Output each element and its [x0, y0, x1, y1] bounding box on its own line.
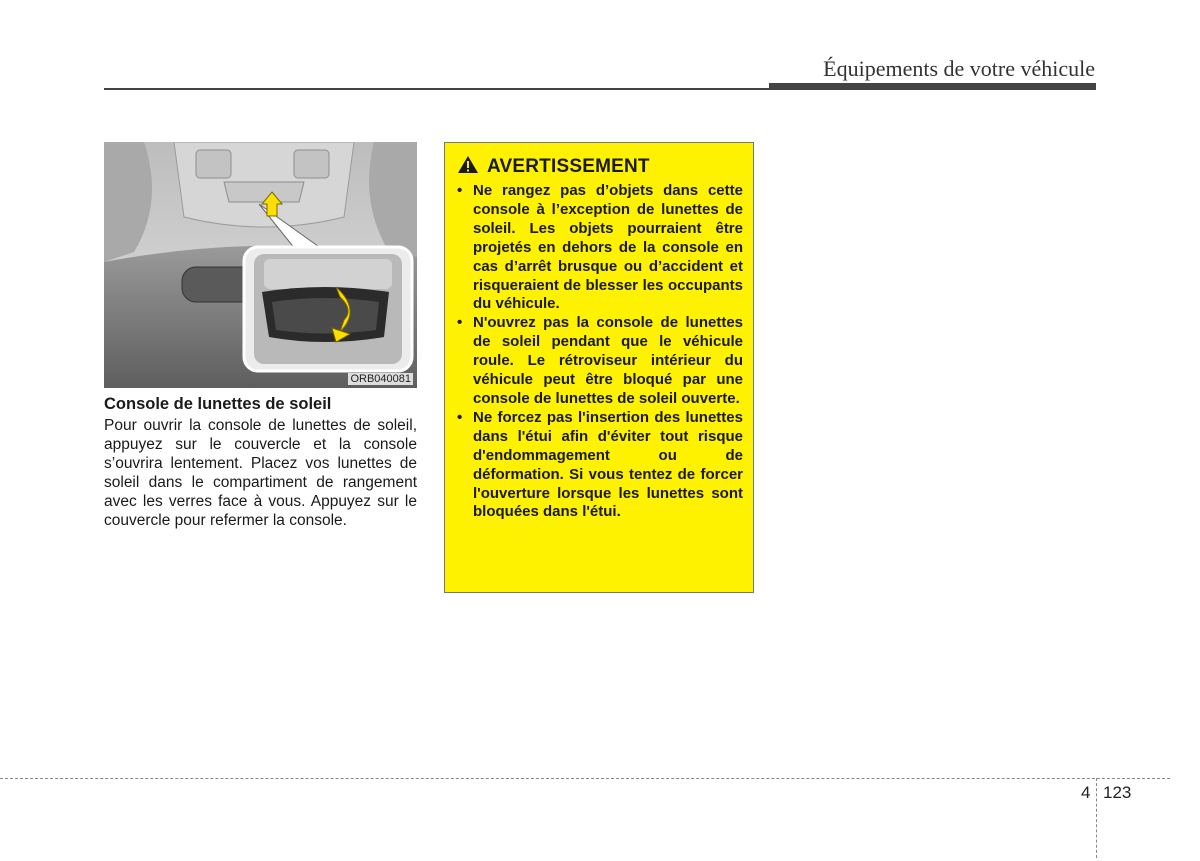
warning-item: • Ne rangez pas d’objets dans cette console à l’exception de lunettes de soleil. Les objets pourraient être projetés en dehors de la console en cas d’arrêt brusque ou d’accident et risqueraient de blesser les occupants du véhicule.: [457, 182, 743, 314]
header-rule-thin: [104, 88, 769, 90]
header-title: Équipements de votre véhicule: [823, 56, 1095, 81]
warning-list: [457, 182, 743, 522]
warning-box: [444, 142, 754, 593]
figure-code: ORB040081: [350, 373, 411, 385]
section-body: Pour ouvrir la console de lunettes de soleil, appuyez sur le couvercle et la console s’ouvrira lentement. Placez vos lunettes de soleil dans le compartiment de rangement avec les verres face à vous. Appuyez sur le couvercle pour refermer la console.: [104, 417, 417, 529]
warning-triangle-icon: [457, 155, 479, 179]
warning-title: [457, 155, 743, 179]
sunglass-console-figure: [104, 142, 417, 388]
chapter-number: 4: [1081, 783, 1091, 802]
warning-item: • N'ouvrez pas la console de lunettes de soleil pendant que le véhicule roule. Le rétroviseur intérieur du véhicule peut être bloqué par une console de lunettes de soleil ouverte.: [457, 314, 743, 409]
warning-item: • Ne forcez pas l'insertion des lunettes dans l'étui afin d'éviter tout risque d'endommagement ou de déformation. Si vous tentez de forcer l'ouverture lorsque les lunettes sont bloquées dans l'étui.: [457, 409, 743, 522]
section-heading: Console de lunettes de soleil: [104, 395, 332, 413]
footer-vertical-rule: [1096, 778, 1097, 858]
warning-title-text: AVERTISSEMENT: [487, 156, 650, 177]
footer-rule: [0, 778, 1170, 779]
page-number: 123: [1103, 783, 1132, 802]
header-rule-thick: [769, 83, 1096, 90]
overhead-console-illustration: [104, 142, 417, 388]
